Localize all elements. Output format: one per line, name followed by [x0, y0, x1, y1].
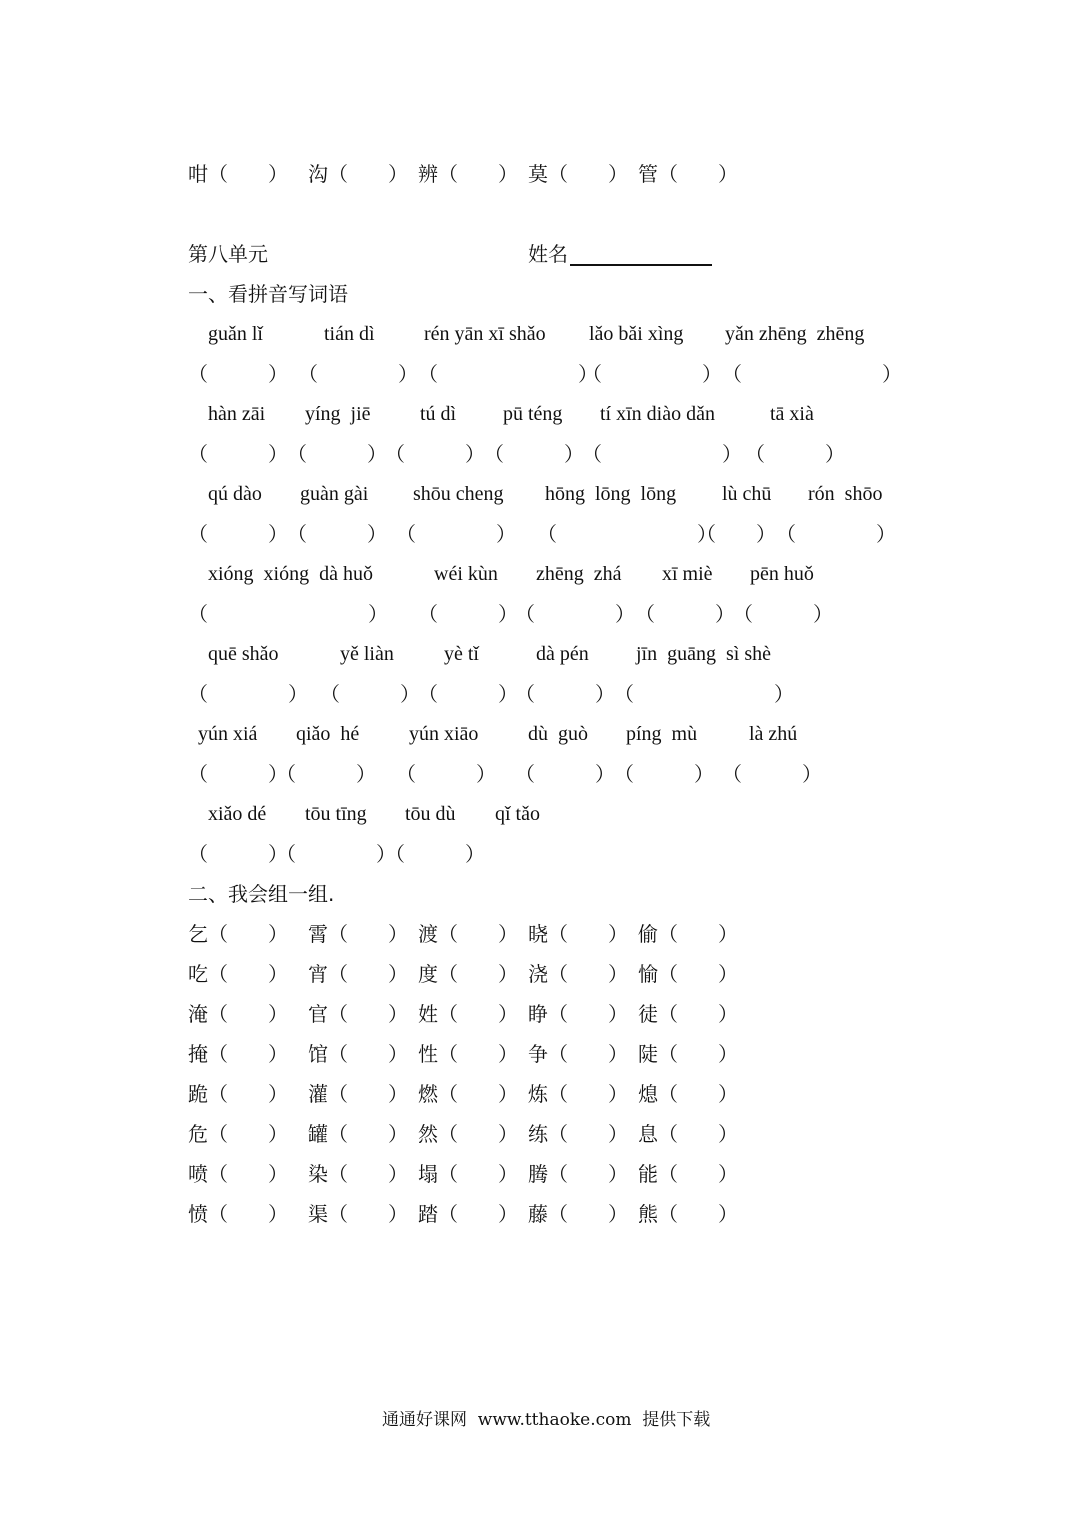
char-item: 辨（ ） — [418, 162, 518, 186]
answer-blank: （ ） — [722, 362, 902, 386]
word-group-item: 性（ ） — [418, 1042, 518, 1066]
word-group-item: 浇（ ） — [528, 962, 628, 986]
pinyin-word: là zhú — [749, 723, 798, 745]
answer-blank: （ ） — [298, 362, 418, 386]
pinyin-word: yíng jiē — [305, 403, 371, 425]
answer-blank: （ ） — [745, 442, 845, 466]
footer-text: 通通好课网 www.tthaoke.com 提供下载 — [382, 1410, 711, 1430]
answer-blank: （ ） — [582, 442, 742, 466]
answer-blank: （ ） — [582, 362, 722, 386]
word-group-item: 练（ ） — [528, 1122, 628, 1146]
answer-row — [0, 602, 1087, 626]
answer-blank: （ ） — [396, 522, 516, 546]
word-group-item: 渠（ ） — [308, 1202, 408, 1226]
word-group-item: 腾（ ） — [528, 1162, 628, 1186]
pinyin-word: píng mù — [626, 723, 698, 745]
answer-blank: （ ） — [776, 522, 896, 546]
pinyin-word: yún xiá — [198, 723, 258, 745]
word-group-item: 跪（ ） — [188, 1082, 288, 1106]
answer-blank: （ ） — [287, 522, 387, 546]
pinyin-word: hàn zāi — [208, 403, 266, 425]
pinyin-word: xī miè — [662, 563, 713, 585]
word-group-item: 姓（ ） — [418, 1002, 518, 1026]
answer-blank: （ ） — [188, 602, 388, 626]
pinyin-row — [0, 643, 1087, 665]
pinyin-word: qǐ tǎo — [495, 803, 540, 825]
word-group-item: 罐（ ） — [308, 1122, 408, 1146]
pinyin-word: dù guò — [528, 723, 588, 745]
word-group-row — [0, 962, 1087, 986]
answer-blank: （ ） — [537, 522, 717, 546]
word-group-item: 藤（ ） — [528, 1202, 628, 1226]
pinyin-word: yún xiāo — [409, 723, 479, 745]
word-group-item: 淹（ ） — [188, 1002, 288, 1026]
word-group-item: 徒（ ） — [638, 1002, 738, 1026]
pinyin-word: dà pén — [536, 643, 589, 665]
pinyin-row — [0, 323, 1087, 345]
pinyin-word: yě liàn — [340, 643, 394, 665]
pinyin-row — [0, 403, 1087, 425]
word-group-item: 灌（ ） — [308, 1082, 408, 1106]
word-group-item: 然（ ） — [418, 1122, 518, 1146]
word-group-row — [0, 922, 1087, 946]
answer-blank: （ ） — [614, 682, 794, 706]
pinyin-word: qiǎo hé — [296, 723, 360, 745]
answer-blank: （ ） — [515, 682, 615, 706]
page-footer — [0, 1410, 1087, 1430]
word-group-item: 渡（ ） — [418, 922, 518, 946]
pinyin-word: qú dào — [208, 483, 262, 505]
word-group-item: 乞（ ） — [188, 922, 288, 946]
word-group-item: 染（ ） — [308, 1162, 408, 1186]
answer-blank: （ ） — [418, 682, 518, 706]
unit-header — [0, 242, 1087, 266]
answer-row — [0, 522, 1087, 546]
word-group-item: 熊（ ） — [638, 1202, 738, 1226]
word-group-item: 愉（ ） — [638, 962, 738, 986]
section-title: 二、我会组一组. — [188, 882, 335, 906]
answer-row — [0, 762, 1087, 786]
word-group-item: 踏（ ） — [418, 1202, 518, 1226]
answer-blank: （ ） — [722, 762, 822, 786]
pinyin-word: guǎn lǐ — [208, 323, 263, 345]
word-group-row — [0, 1042, 1087, 1066]
word-group-item: 馆（ ） — [308, 1042, 408, 1066]
answer-blank: （ ） — [188, 442, 288, 466]
pinyin-word: hōng lōng lōng — [545, 483, 677, 505]
word-group-item: 熄（ ） — [638, 1082, 738, 1106]
answer-blank: （ ） — [696, 522, 776, 546]
pinyin-word: pū téng — [503, 403, 563, 425]
word-group-item: 晓（ ） — [528, 922, 628, 946]
word-group-item: 掩（ ） — [188, 1042, 288, 1066]
name-underline — [570, 264, 712, 266]
word-group-row — [0, 1202, 1087, 1226]
answer-blank: （ ） — [385, 442, 485, 466]
answer-blank: （ ） — [418, 602, 518, 626]
section-2-heading — [0, 882, 1087, 906]
pinyin-word: wéi kùn — [434, 563, 498, 585]
pinyin-word: tōu dù — [405, 803, 456, 825]
answer-blank: （ ） — [614, 762, 714, 786]
word-group-item: 霄（ ） — [308, 922, 408, 946]
word-group-item: 宵（ ） — [308, 962, 408, 986]
word-group-row — [0, 1162, 1087, 1186]
pinyin-word: shōu cheng — [413, 483, 504, 505]
answer-blank: （ ） — [396, 762, 496, 786]
word-group-item: 愤（ ） — [188, 1202, 288, 1226]
word-group-row — [0, 1122, 1087, 1146]
word-group-item: 争（ ） — [528, 1042, 628, 1066]
pinyin-word: lǎo bǎi xìng — [589, 323, 684, 345]
pinyin-word: rén yān xī shǎo — [424, 323, 546, 345]
pinyin-word: tā xià — [770, 403, 814, 425]
word-group-row — [0, 1082, 1087, 1106]
pinyin-word: zhēng zhá — [536, 563, 622, 585]
word-group-item: 睁（ ） — [528, 1002, 628, 1026]
word-group-item: 官（ ） — [308, 1002, 408, 1026]
pinyin-word: jīn guāng sì shè — [636, 643, 771, 665]
answer-blank: （ ） — [188, 522, 288, 546]
word-group-item: 陡（ ） — [638, 1042, 738, 1066]
answer-row — [0, 362, 1087, 386]
pinyin-row — [0, 483, 1087, 505]
answer-blank: （ ） — [515, 762, 615, 786]
answer-blank: （ ） — [418, 362, 598, 386]
word-group-item: 炼（ ） — [528, 1082, 628, 1106]
pinyin-word: xióng xióng dà huǒ — [208, 563, 373, 585]
pinyin-word: xiǎo dé — [208, 803, 267, 825]
pinyin-row — [0, 723, 1087, 745]
word-group-item: 吃（ ） — [188, 962, 288, 986]
word-group-item: 燃（ ） — [418, 1082, 518, 1106]
char-item: 咁（ ） — [188, 162, 288, 186]
answer-blank: （ ） — [276, 762, 376, 786]
word-group-item: 偷（ ） — [638, 922, 738, 946]
word-group-item: 能（ ） — [638, 1162, 738, 1186]
section-1-heading — [0, 282, 1087, 306]
word-group-item: 喷（ ） — [188, 1162, 288, 1186]
answer-blank: （ ） — [188, 762, 288, 786]
answer-blank: （ ） — [635, 602, 735, 626]
word-group-item: 息（ ） — [638, 1122, 738, 1146]
answer-row — [0, 442, 1087, 466]
pinyin-word: tí xīn diào dǎn — [600, 403, 715, 425]
pinyin-word: lù chū — [722, 483, 772, 505]
pinyin-row — [0, 563, 1087, 585]
unit-title: 第八单元 — [188, 242, 268, 266]
answer-row — [0, 682, 1087, 706]
word-group-item: 塌（ ） — [418, 1162, 518, 1186]
char-item: 莫（ ） — [528, 162, 628, 186]
pinyin-word: quē shǎo — [208, 643, 279, 665]
word-group-item: 危（ ） — [188, 1122, 288, 1146]
answer-blank: （ ） — [515, 602, 635, 626]
answer-blank: （ ） — [733, 602, 833, 626]
word-group-row — [0, 1002, 1087, 1026]
pinyin-word: tú dì — [420, 403, 457, 425]
section-title: 一、看拼音写词语 — [188, 282, 348, 306]
answer-blank: （ ） — [188, 842, 288, 866]
answer-blank: （ ） — [188, 682, 308, 706]
answer-blank: （ ） — [320, 682, 420, 706]
char-item: 管（ ） — [638, 162, 738, 186]
answer-blank: （ ） — [276, 842, 396, 866]
answer-blank: （ ） — [188, 362, 288, 386]
word-group-item: 度（ ） — [418, 962, 518, 986]
pinyin-row — [0, 803, 1087, 825]
pinyin-word: rón shōo — [808, 483, 883, 505]
top-character-row — [0, 162, 1087, 186]
pinyin-word: guàn gài — [300, 483, 369, 505]
char-item: 沟（ ） — [308, 162, 408, 186]
pinyin-word: tōu tīng — [305, 803, 367, 825]
pinyin-word: yǎn zhēng zhēng — [725, 323, 865, 345]
answer-blank: （ ） — [287, 442, 387, 466]
answer-blank: （ ） — [484, 442, 584, 466]
name-label: 姓名 — [528, 242, 568, 266]
pinyin-word: pēn huǒ — [750, 563, 814, 585]
answer-row — [0, 842, 1087, 866]
pinyin-word: yè tǐ — [444, 643, 479, 665]
pinyin-word: tián dì — [324, 323, 375, 345]
answer-blank: （ ） — [385, 842, 485, 866]
